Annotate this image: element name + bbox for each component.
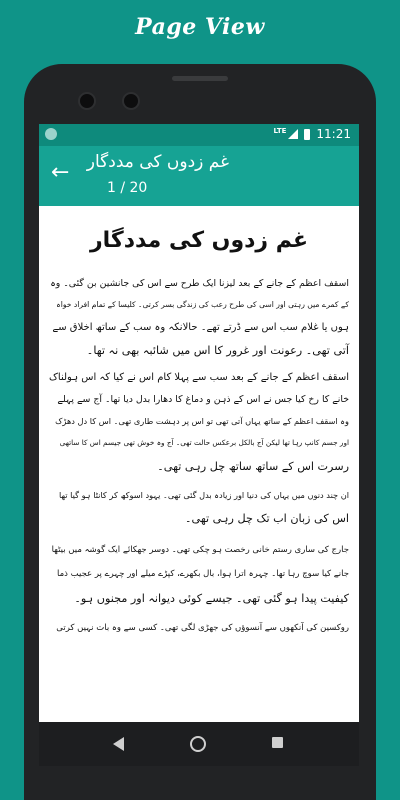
text-line: کے کمرے میں رہتی اور اسی کی طرح رعب کی زندگی بسر کرتی۔ کلیسا کے تمام افراد خواہ	[56, 300, 349, 309]
status-bar	[39, 124, 359, 146]
nav-home-icon[interactable]	[190, 736, 206, 752]
sensor-icon	[122, 92, 140, 110]
front-camera-icon	[78, 92, 96, 110]
nav-back-icon[interactable]	[113, 737, 124, 751]
text-line: اسقف اعظم کے جانے کے بعد سب سے پہلا کام اس نے کیا کہ اس ہولناک	[48, 372, 349, 383]
nav-recents-icon[interactable]	[272, 737, 283, 748]
text-line: خانے کا رخ کیا جس نے اس کے ذہن و دماغ کا دھارا بدل دیا تھا۔ آج سے پہلے	[57, 394, 349, 405]
text-line: روکسین کی آنکھوں سے آنسوؤں کی جھڑی لگی تھی۔ کسی سے وہ بات نہیں کرتی	[56, 623, 349, 633]
text-line: ہوں یا غلام سب اس سے ڈرتے تھے۔ حالانکہ وہ سب کے ساتھ اخلاق سے	[52, 322, 349, 333]
page-heading: غم زدوں کی مددگار	[89, 228, 309, 253]
text-line: آتی تھی۔ رعونت اور غرور کا اس میں شائبہ بھی نہ تھا۔	[86, 344, 349, 357]
system-nav-bar	[39, 722, 359, 766]
notification-dot-icon	[45, 128, 57, 140]
text-line: رسرت اس کے ساتھ ساتھ چل رہی تھی۔	[157, 460, 349, 473]
text-line: اس کی زبان اب تک چل رہی تھی۔	[184, 512, 349, 525]
clock: 11:21	[316, 127, 351, 141]
text-line: ان چند دنوں میں یہاں کی دنیا اور زیادہ بدل گئی تھی۔ یہود اسوکھ کر کانٹا ہو گیا تھا	[58, 490, 349, 500]
page-counter: 1 / 20	[107, 180, 148, 196]
text-line: وہ اسقف اعظم کے ساتھ یہاں آتی تھی تو اس پر دہشت طاری تھی۔ اس کا دل دھڑک	[55, 416, 349, 426]
text-line: اور جسم کانپ رہا تھا لیکن آج بالکل برعکس حالت تھی۔ آج وہ خوش تھی جیسم اس کا ساتھی	[59, 438, 349, 447]
book-title: غم زدوں کی مددگار	[86, 152, 229, 172]
back-arrow-icon[interactable]: ←	[51, 160, 70, 185]
text-line: کیفیت پیدا ہو گئی تھی۔ جیسے کوئی دیوانہ اور مجنوں ہو۔	[74, 592, 349, 605]
book-page[interactable]	[39, 206, 359, 722]
phone-screen	[39, 124, 359, 766]
page-view-caption: Page View	[135, 14, 265, 40]
text-line: جانے کیا سوچ رہا تھا۔ چہرہ اترا ہوا، بال بکھرے، کپڑے میلے اور چہرے پر عجیب ذما	[57, 569, 349, 579]
signal-icon	[288, 129, 298, 139]
battery-icon	[304, 129, 310, 140]
text-line: اسقف اعظم کے جانے کے بعد لیزنا ایک طرح سے اس کی جانشین بن گئی۔ وہ	[50, 278, 349, 289]
network-type: LTE	[273, 127, 287, 135]
phone-speaker	[172, 76, 228, 81]
app-bar	[39, 146, 359, 206]
text-line: جارج کی ساری رستم خانی رخصت ہو چکی تھی۔ دوسر جھکائے ایک گوشہ میں بیٹھا	[51, 545, 349, 555]
